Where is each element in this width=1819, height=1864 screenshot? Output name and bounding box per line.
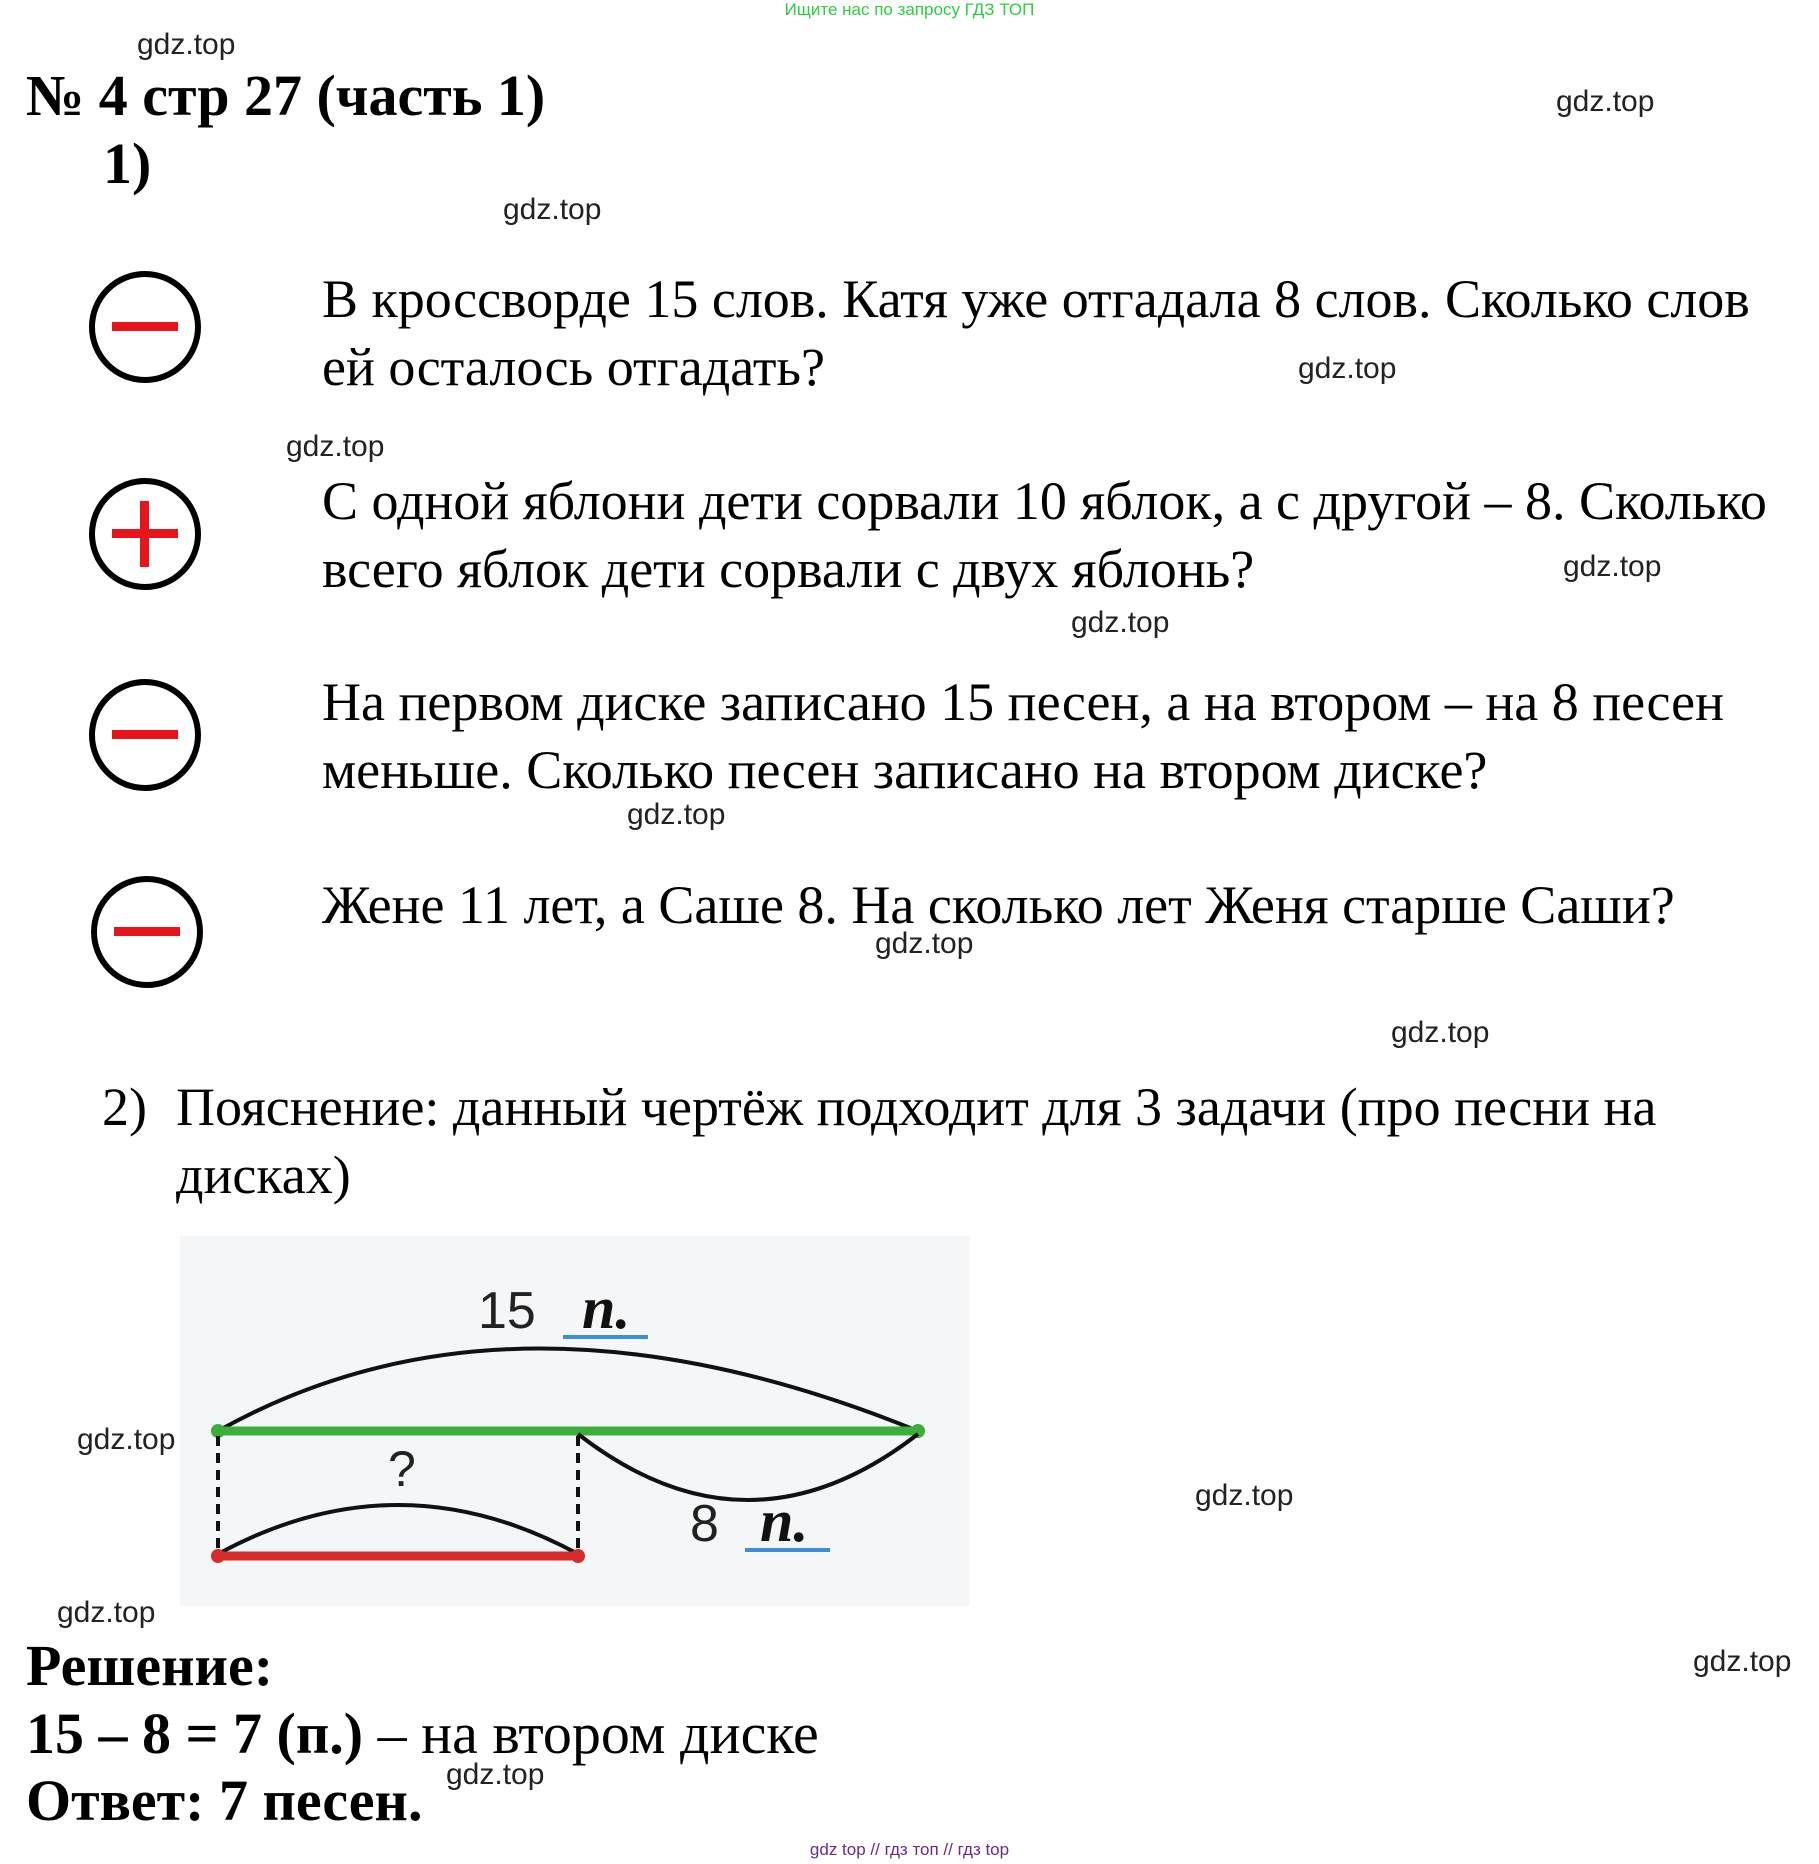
minus-circle-icon xyxy=(85,267,205,387)
task-text-3: На первом диске записано 15 песен, а на втором – на 8 песен меньше. Сколько песен записано на втором диске? xyxy=(322,672,1724,800)
watermark: gdz.top xyxy=(1195,1479,1294,1512)
minus-circle-icon xyxy=(85,675,205,795)
watermark: gdz.top xyxy=(1693,1645,1792,1678)
watermark: gdz.top xyxy=(77,1423,176,1456)
watermark: gdz.top xyxy=(503,193,602,226)
solution-expression: 15 – 8 = 7 (п.) xyxy=(26,1701,364,1766)
watermark: gdz.top xyxy=(57,1596,156,1629)
watermark: gdz.top xyxy=(627,798,726,831)
top-banner: Ищите нас по запросу ГДЗ ТОП xyxy=(784,0,1035,19)
solution-line xyxy=(26,1700,819,1767)
watermark: gdz.top xyxy=(1071,606,1170,639)
answer: Ответ: 7 песен. xyxy=(26,1768,423,1833)
solution-title: Решение: xyxy=(26,1633,274,1698)
watermark: gdz.top xyxy=(1563,550,1662,583)
part2-explanation: Пояснение: данный чертёж подходит для 3 задачи (про песни на дисках) xyxy=(176,1077,1657,1205)
task-text-2: С одной яблони дети сорвали 10 яблок, а с другой – 8. Сколько всего яблок дети сорвали с двух яблонь? xyxy=(322,471,1767,599)
bottom-banner: gdz top // гдз топ // гдз top xyxy=(809,1840,1010,1859)
solution-comment: – на втором диске xyxy=(363,1701,819,1766)
plus-circle-icon xyxy=(85,474,205,594)
watermark: gdz.top xyxy=(1298,352,1397,385)
top-unit-label: п. xyxy=(582,1275,631,1341)
watermark: gdz.top xyxy=(1391,1016,1490,1049)
watermark: gdz.top xyxy=(1556,85,1655,118)
part2-label: 2) xyxy=(102,1077,147,1137)
question-label: ? xyxy=(388,1441,416,1497)
difference-unit-label: п. xyxy=(760,1488,809,1554)
part1-label: 1) xyxy=(103,131,152,196)
difference-value-label: 8 xyxy=(690,1495,719,1553)
minus-circle-icon xyxy=(87,872,207,992)
watermark: gdz.top xyxy=(875,927,974,960)
watermark: gdz.top xyxy=(446,1758,545,1791)
top-value-label: 15 xyxy=(478,1282,536,1340)
page-title: № 4 стр 27 (часть 1) xyxy=(26,63,546,128)
watermark: gdz.top xyxy=(286,430,385,463)
task-text-4: Жене 11 лет, а Саше 8. На сколько лет Женя старше Саши? xyxy=(322,875,1675,935)
task-text-1: В кроссворде 15 слов. Катя уже отгадала 8 слов. Сколько слов ей осталось отгадать? xyxy=(322,269,1750,397)
segment-diagram xyxy=(180,1236,970,1606)
red-segment-end xyxy=(571,1549,585,1563)
watermark: gdz.top xyxy=(137,28,236,61)
red-segment-start xyxy=(211,1549,225,1563)
green-segment-start xyxy=(211,1424,225,1438)
